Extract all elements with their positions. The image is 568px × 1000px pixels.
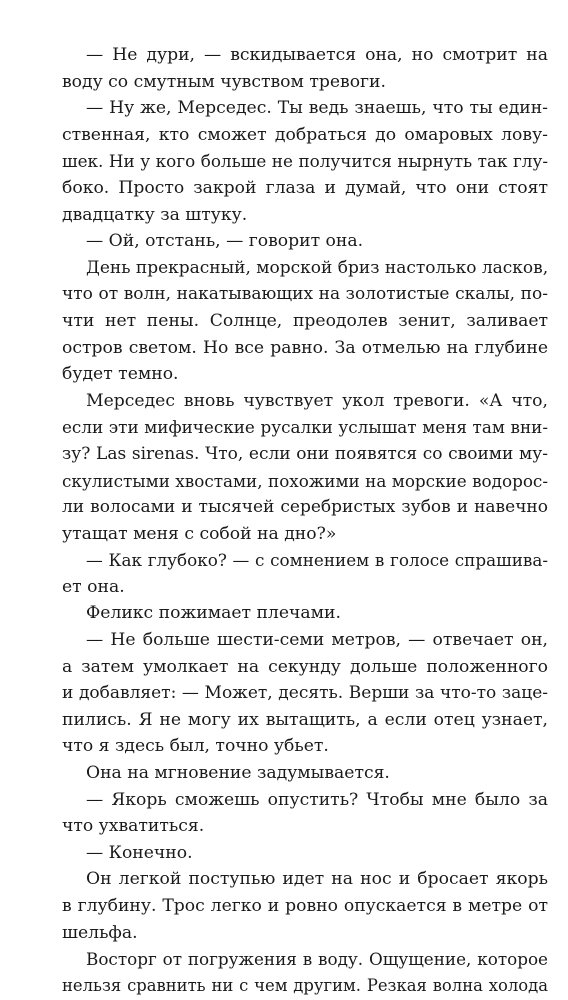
text-line: Она на мгновение задумывается. bbox=[86, 763, 390, 784]
text-line: что я здесь был, точно убьет. bbox=[62, 736, 329, 757]
text-line: нельзя сравнить ни с чем другим. Резкая волна холода bbox=[62, 975, 548, 995]
text-line: зу? Las sirenas. Что, если они появятся со своими му- bbox=[62, 443, 548, 464]
text-line: — Ну же, Мерседес. Ты ведь знаешь, что ты един- bbox=[86, 98, 548, 119]
text-line: и добавляет: — Может, десять. Верши за что-то заце- bbox=[62, 683, 548, 704]
text-line: а затем умолкает на секунду дольше положенного bbox=[62, 656, 548, 677]
text-line: скулистыми хвостами, похожими на морские водорос- bbox=[62, 470, 548, 491]
text-line: Мерседес вновь чувствует укол тревоги. «А что, bbox=[86, 390, 548, 411]
text-line: в глубину. Трос легко и ровно опускается в метре от bbox=[62, 896, 548, 916]
text-line: воду со смутным чувством тревоги. bbox=[62, 71, 386, 92]
text-line: чти нет пены. Солнце, преодолев зенит, заливает bbox=[62, 310, 548, 331]
text-line: — Не дури, — вскидывается она, но смотрит на bbox=[86, 45, 548, 65]
text-line: День прекрасный, морской бриз настолько ласков, bbox=[86, 257, 548, 278]
text-line: — Не больше шести-семи метров, — отвечает он, bbox=[86, 630, 548, 651]
text-line: ственная, кто сможет добраться до омаровых лову- bbox=[62, 124, 548, 145]
text-line: боко. Просто закрой глаза и думай, что они стоят bbox=[62, 177, 548, 198]
text-line: ли волосами и тысячей серебристых зубов и навечно bbox=[62, 497, 548, 518]
text-line: — Как глубоко? — с сомнением в голосе спрашива- bbox=[86, 550, 548, 571]
text-line: ет она. bbox=[62, 576, 125, 597]
text-line: что от волн, накатывающих на золотистые скалы, по- bbox=[62, 284, 548, 305]
text-line: — Конечно. bbox=[86, 842, 193, 863]
text-line: двадцатку за штуку. bbox=[62, 204, 248, 225]
text-line: Он легкой поступью идет на нос и бросает якорь bbox=[86, 869, 548, 890]
text-line: будет темно. bbox=[62, 364, 179, 385]
text-line: утащат меня с собой на дно?» bbox=[62, 523, 337, 544]
text-line: — Якорь сможешь опустить? Чтобы мне было за bbox=[86, 789, 548, 810]
text-line: Феликс пожимает плечами. bbox=[86, 603, 341, 624]
text-line: пились. Я не могу их вытащить, а если отец узнает, bbox=[62, 709, 548, 730]
text-line: что ухватиться. bbox=[62, 816, 205, 837]
body-text bbox=[62, 42, 548, 999]
text-line: шельфа. bbox=[62, 922, 138, 943]
text-line: — Ой, отстань, — говорит она. bbox=[86, 231, 364, 252]
text-line: остров светом. Но все равно. За отмелью на глубине bbox=[62, 337, 548, 358]
text-line: если эти мифические русалки услышат меня там вни- bbox=[62, 417, 548, 438]
text-line: Восторг от погружения в воду. Ощущение, которое bbox=[86, 949, 548, 970]
text-line: шек. Ни у кого больше не получится нырнуть так глу- bbox=[62, 151, 548, 172]
